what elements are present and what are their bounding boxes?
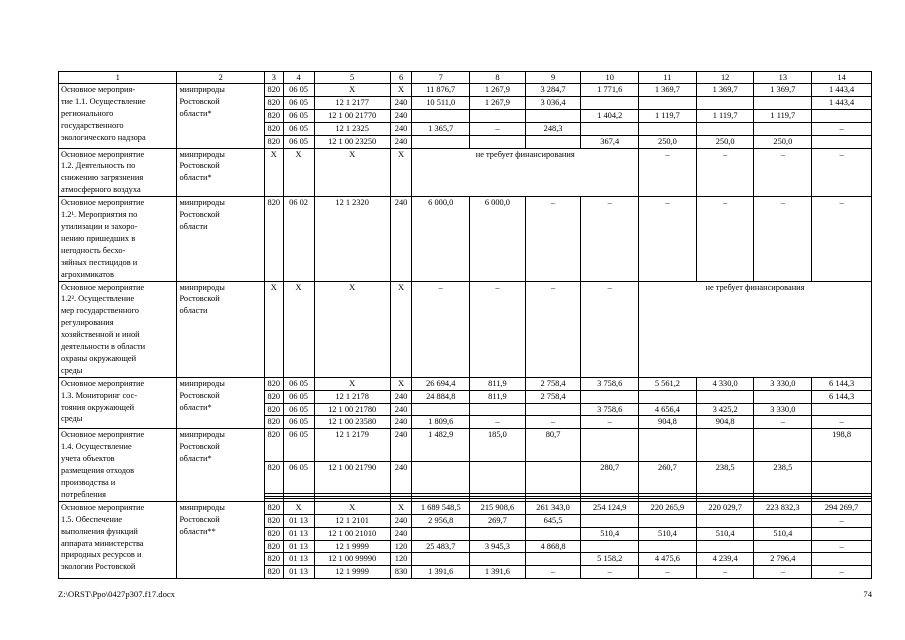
amount-cell: 11 876,7 [412,84,470,97]
code-cell-c6: 240 [390,403,412,416]
table-row [59,429,872,461]
amount-cell: 4 868,8 [525,540,581,553]
amount-cell: 1 443,4 [812,96,872,109]
amount-cell: 1 267,9 [470,96,526,109]
activity-name: Основное мероприятие 1.2². Осуществление мер государственного регулирования хозяйственной и иной деятельности в области охраны окружающей среды [59,281,177,377]
executor: минприроды Ростовской области* [177,377,265,429]
executor: минприроды Ростовской области [177,197,265,281]
code-cell-c3: 820 [265,461,284,493]
amount-cell: – [581,197,639,281]
amount-cell: – [754,148,812,197]
amount-cell: 6 144,3 [812,390,872,403]
code-cell-c3: 820 [265,527,284,540]
amount-cell: – [696,197,754,281]
column-number-8: 8 [470,72,526,84]
code-cell-c3: 820 [265,377,284,390]
amount-cell [639,96,697,109]
code-cell-c6: Х [390,377,412,390]
code-cell-c5: Х [314,281,390,377]
column-number-13: 13 [754,72,812,84]
code-cell-c6: 120 [390,553,412,566]
amount-cell [412,527,470,540]
code-cell-c5: Х [314,84,390,97]
amount-cell: 510,4 [639,527,697,540]
activity-name: Основное мероприятие 1.3. Мониторинг сос- тояния окружающей среды [59,377,177,429]
amount-cell: 904,8 [696,416,754,429]
column-number-3: 3 [265,72,284,84]
column-number-4: 4 [283,72,314,84]
amount-cell [639,429,697,461]
code-cell-c3: 820 [265,122,284,135]
code-cell-c6: 240 [390,390,412,403]
column-number-10: 10 [581,72,639,84]
amount-cell: 26 694,4 [412,377,470,390]
amount-cell: 3 945,3 [470,540,526,553]
amount-cell: 5 158,2 [581,553,639,566]
budget-table [58,71,872,579]
amount-cell: 1 482,9 [412,429,470,461]
amount-cell: 1 119,7 [754,109,812,122]
amount-cell [754,122,812,135]
amount-cell [412,403,470,416]
amount-cell: 250,0 [639,135,697,148]
amount-cell [639,540,697,553]
code-cell-c4: 06 05 [283,109,314,122]
amount-cell: 185,0 [470,429,526,461]
amount-cell: – [639,148,697,197]
code-cell-c3: 820 [265,566,284,579]
amount-cell: 4 656,4 [639,403,697,416]
code-cell-c5: 12 1 2320 [314,197,390,281]
code-cell-c4: 06 05 [283,84,314,97]
code-cell-c4: 06 05 [283,96,314,109]
amount-cell [525,553,581,566]
amount-cell: – [696,566,754,579]
amount-cell [754,96,812,109]
amount-cell: 238,5 [696,461,754,493]
code-cell-c5: 12 1 00 23250 [314,135,390,148]
code-cell-c3: 820 [265,96,284,109]
amount-cell: 510,4 [754,527,812,540]
column-number-row [59,72,872,84]
executor: минприроды Ростовской области** [177,501,265,578]
code-cell-c3: 820 [265,109,284,122]
amount-cell [581,514,639,527]
amount-cell: 223 832,3 [754,501,812,514]
column-number-1: 1 [59,72,177,84]
code-cell-c3: 820 [265,514,284,527]
amount-cell: 80,7 [525,429,581,461]
amount-cell [581,96,639,109]
table-row [59,148,872,197]
footer-file-path: Z:\ORST\Ppo\0427p307.f17.docx [58,589,175,599]
amount-cell: – [470,281,526,377]
amount-cell [412,135,470,148]
amount-cell [812,461,872,493]
amount-cell [525,461,581,493]
amount-cell: – [412,281,470,377]
code-cell-c6: 240 [390,109,412,122]
amount-cell: 6 000,0 [412,197,470,281]
amount-cell: 248,3 [525,122,581,135]
column-number-11: 11 [639,72,697,84]
code-cell-c5: 12 1 00 21790 [314,461,390,493]
amount-cell: 4 330,0 [696,377,754,390]
amount-cell: – [470,416,526,429]
amount-cell: 1 369,7 [754,84,812,97]
amount-cell: – [812,540,872,553]
amount-cell [412,553,470,566]
amount-cell: 269,7 [470,514,526,527]
amount-cell: 645,5 [525,514,581,527]
amount-cell [470,553,526,566]
column-number-6: 6 [390,72,412,84]
amount-cell [696,122,754,135]
code-cell-c4: 06 05 [283,461,314,493]
code-cell-c5: 12 1 2325 [314,122,390,135]
amount-cell: 3 758,6 [581,377,639,390]
code-cell-c5: 12 1 2101 [314,514,390,527]
amount-cell: – [754,566,812,579]
code-cell-c5: 12 1 00 21770 [314,109,390,122]
amount-cell: 280,7 [581,461,639,493]
amount-cell: 5 561,2 [639,377,697,390]
amount-cell [639,122,697,135]
code-cell-c3: 820 [265,403,284,416]
column-number-2: 2 [177,72,265,84]
table-row [59,281,872,377]
code-cell-c4: 01 13 [283,540,314,553]
code-cell-c5: 12 1 2178 [314,390,390,403]
amount-cell: – [525,416,581,429]
amount-cell [754,390,812,403]
amount-cell [812,109,872,122]
amount-cell [470,403,526,416]
amount-cell [581,429,639,461]
amount-cell [696,96,754,109]
amount-cell: 1 369,7 [696,84,754,97]
code-cell-c6: 240 [390,135,412,148]
amount-cell: 904,8 [639,416,697,429]
activity-name: Основное мероприятие 1.2¹. Мероприятия по утилизации и захоро- нению пришедших в негодность бесхо- зяйных пестицидов и агрохимикатов [59,197,177,281]
amount-cell [696,390,754,403]
amount-cell: – [525,197,581,281]
code-cell-c5: 12 1 2179 [314,429,390,461]
activity-name: Основное мероприятие 1.2. Деятельность по снижению загрязнения атмосферного воздуха [59,148,177,197]
code-cell-c4: 06 05 [283,135,314,148]
code-cell-c6: Х [390,501,412,514]
amount-cell: 1 391,6 [470,566,526,579]
no-funding-note: не требует финансирования [639,281,872,377]
code-cell-c5: 12 1 00 99990 [314,553,390,566]
amount-cell [581,540,639,553]
code-cell-c5: Х [314,501,390,514]
code-cell-c4: 01 13 [283,527,314,540]
amount-cell: 6 000,0 [470,197,526,281]
activity-name: Основное мероприя- тие 1.1. Осуществление регионального государственного экологического надзора [59,84,177,149]
amount-cell: 367,4 [581,135,639,148]
column-number-12: 12 [696,72,754,84]
code-cell-c5: 12 1 00 23580 [314,416,390,429]
amount-cell: – [812,566,872,579]
amount-cell: – [581,416,639,429]
amount-cell [581,390,639,403]
amount-cell: 1 809,6 [412,416,470,429]
executor: минприроды Ростовской области [177,281,265,377]
amount-cell: 294 269,7 [812,501,872,514]
amount-cell: 4 239,4 [696,553,754,566]
amount-cell: 1 689 548,5 [412,501,470,514]
executor: минприроды Ростовской области* [177,148,265,197]
amount-cell: 220 265,9 [639,501,697,514]
code-cell-c3: 820 [265,197,284,281]
table-row [59,84,872,97]
amount-cell: 3 758,6 [581,403,639,416]
amount-cell: 1 267,9 [470,84,526,97]
code-cell-c6: 240 [390,416,412,429]
code-cell-c4: 06 05 [283,390,314,403]
code-cell-c5: 12 1 2177 [314,96,390,109]
amount-cell [525,135,581,148]
footer-page-number: 74 [863,589,872,599]
amount-cell: 510,4 [696,527,754,540]
amount-cell: 1 443,4 [812,84,872,97]
amount-cell [812,553,872,566]
code-cell-c5: 12 1 9999 [314,566,390,579]
amount-cell [581,122,639,135]
amount-cell: – [525,281,581,377]
amount-cell: 3 330,0 [754,403,812,416]
amount-cell: 811,9 [470,390,526,403]
amount-cell [754,540,812,553]
code-cell-c6: 240 [390,527,412,540]
code-cell-c3: 820 [265,540,284,553]
amount-cell: 215 908,6 [470,501,526,514]
code-cell-c4: Х [283,148,314,197]
code-cell-c4: 01 13 [283,566,314,579]
code-cell-c4: 06 05 [283,416,314,429]
amount-cell: 10 511,0 [412,96,470,109]
executor: минприроды Ростовской области* [177,84,265,149]
amount-cell: 2 796,4 [754,553,812,566]
code-cell-c3: 820 [265,553,284,566]
code-cell-c5: Х [314,148,390,197]
code-cell-c3: 820 [265,135,284,148]
amount-cell [525,527,581,540]
amount-cell: 2 956,8 [412,514,470,527]
amount-cell [754,429,812,461]
amount-cell [470,135,526,148]
code-cell-c4: 06 02 [283,197,314,281]
amount-cell [525,403,581,416]
executor: минприроды Ростовской области* [177,429,265,501]
table-row [59,377,872,390]
amount-cell: – [754,197,812,281]
table-row [59,501,872,514]
amount-cell: 1 365,7 [412,122,470,135]
amount-cell [812,403,872,416]
code-cell-c6: 240 [390,514,412,527]
amount-cell [525,109,581,122]
amount-cell: – [525,566,581,579]
amount-cell [639,390,697,403]
code-cell-c4: 06 05 [283,429,314,461]
table-row [59,197,872,281]
code-cell-c4: 01 13 [283,514,314,527]
activity-name: Основное мероприятие 1.4. Осуществление учета объектов размещения отходов производства и потребления [59,429,177,501]
code-cell-c6: 240 [390,122,412,135]
column-number-9: 9 [525,72,581,84]
amount-cell: 1 119,7 [696,109,754,122]
code-cell-c3: 820 [265,501,284,514]
amount-cell: – [581,281,639,377]
code-cell-c4: 01 13 [283,553,314,566]
amount-cell: 3 284,7 [525,84,581,97]
amount-cell: 2 758,4 [525,377,581,390]
code-cell-c6: 240 [390,197,412,281]
code-cell-c6: Х [390,148,412,197]
amount-cell: 811,9 [470,377,526,390]
column-number-14: 14 [812,72,872,84]
code-cell-c3: Х [265,281,284,377]
amount-cell: 254 124,9 [581,501,639,514]
amount-cell: 1 404,2 [581,109,639,122]
amount-cell [696,540,754,553]
code-cell-c6: 240 [390,429,412,461]
code-cell-c6: 240 [390,461,412,493]
amount-cell: 1 771,6 [581,84,639,97]
amount-cell: 250,0 [696,135,754,148]
amount-cell: 198,8 [812,429,872,461]
code-cell-c6: Х [390,84,412,97]
code-cell-c5: 12 1 9999 [314,540,390,553]
amount-cell: – [812,122,872,135]
amount-cell [470,109,526,122]
code-cell-c4: 06 05 [283,122,314,135]
code-cell-c3: 820 [265,84,284,97]
code-cell-c6: 120 [390,540,412,553]
code-cell-c3: 820 [265,429,284,461]
amount-cell: 3 036,4 [525,96,581,109]
amount-cell: 238,5 [754,461,812,493]
amount-cell: 1 369,7 [639,84,697,97]
amount-cell: – [581,566,639,579]
amount-cell: 4 475,6 [639,553,697,566]
amount-cell: 510,4 [581,527,639,540]
code-cell-c3: 820 [265,416,284,429]
code-cell-c3: 820 [265,390,284,403]
amount-cell: 25 483,7 [412,540,470,553]
amount-cell [812,135,872,148]
code-cell-c5: 12 1 00 21010 [314,527,390,540]
amount-cell [639,514,697,527]
amount-cell: 3 425,2 [696,403,754,416]
code-cell-c4: 06 05 [283,403,314,416]
amount-cell: 260,7 [639,461,697,493]
amount-cell: 24 884,8 [412,390,470,403]
amount-cell [470,461,526,493]
amount-cell: 1 119,7 [639,109,697,122]
amount-cell: – [812,416,872,429]
code-cell-c6: 240 [390,96,412,109]
amount-cell: 1 391,6 [412,566,470,579]
amount-cell: 250,0 [754,135,812,148]
code-cell-c5: Х [314,377,390,390]
code-cell-c6: Х [390,281,412,377]
amount-cell: – [639,197,697,281]
amount-cell [412,109,470,122]
amount-cell: 2 758,4 [525,390,581,403]
amount-cell: 6 144,3 [812,377,872,390]
amount-cell: – [812,514,872,527]
amount-cell: – [639,566,697,579]
code-cell-c4: Х [283,501,314,514]
code-cell-c4: Х [283,281,314,377]
amount-cell: – [696,148,754,197]
activity-name: Основное мероприятие 1.5. Обеспечение выполнения функций аппарата министерства природных ресурсов и экологии Ростовской [59,501,177,578]
column-number-7: 7 [412,72,470,84]
amount-cell [696,429,754,461]
column-number-5: 5 [314,72,390,84]
amount-cell [696,514,754,527]
amount-cell: – [754,416,812,429]
code-cell-c4: 06 05 [283,377,314,390]
amount-cell: 3 330,0 [754,377,812,390]
amount-cell [754,514,812,527]
no-funding-note: не требует финансирования [412,148,639,197]
amount-cell: 220 029,7 [696,501,754,514]
amount-cell [412,461,470,493]
amount-cell: – [470,122,526,135]
code-cell-c3: Х [265,148,284,197]
code-cell-c6: 830 [390,566,412,579]
code-cell-c5: 12 1 00 21780 [314,403,390,416]
amount-cell [470,527,526,540]
amount-cell: – [812,197,872,281]
amount-cell [812,527,872,540]
amount-cell: 261 343,0 [525,501,581,514]
budget-table-sheet [58,71,872,587]
amount-cell: – [812,148,872,197]
